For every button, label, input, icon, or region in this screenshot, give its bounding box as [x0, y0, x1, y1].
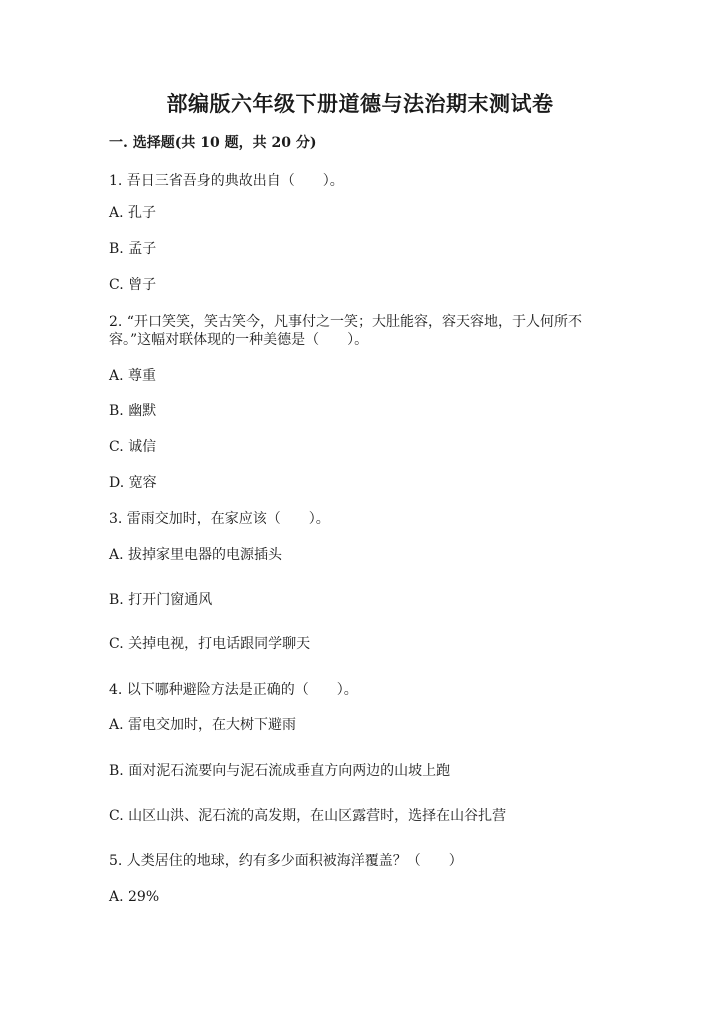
question-2-option-d: D. 宽容 — [109, 475, 157, 491]
question-2-option-a: A. 尊重 — [109, 368, 157, 384]
question-1-option-c: C. 曾子 — [109, 277, 157, 293]
question-3-option-b: B. 打开门窗通风 — [109, 592, 213, 608]
question-1-option-a: A. 孔子 — [109, 205, 157, 221]
question-2-option-c: C. 诚信 — [109, 439, 157, 455]
question-4-option-a: A. 雷电交加时，在大树下避雨 — [109, 717, 297, 733]
question-3-option-a: A. 拔掉家里电器的电源插头 — [109, 547, 283, 563]
question-3-stem: 3. 雷雨交加时，在家应该（ ）。 — [109, 511, 330, 527]
page-title: 部编版六年级下册道德与法治期末测试卷 — [166, 91, 554, 116]
question-2-stem-line2: 容。”这幅对联体现的一种美德是（ ）。 — [109, 332, 369, 348]
question-1-stem: 1. 吾日三省吾身的典故出自（ ）。 — [109, 173, 344, 189]
section-heading: 一. 选择题(共 10 题，共 20 分) — [109, 135, 317, 151]
question-4-option-c: C. 山区山洪、泥石流的高发期，在山区露营时，选择在山谷扎营 — [109, 808, 507, 824]
question-1-option-b: B. 孟子 — [109, 241, 157, 257]
question-4-stem: 4. 以下哪种避险方法是正确的（ ）。 — [109, 682, 358, 698]
question-5-stem: 5. 人类居住的地球，约有多少面积被海洋覆盖？（ ） — [109, 853, 463, 869]
question-5-option-a: A. 29% — [109, 889, 160, 905]
question-3-option-c: C. 关掉电视，打电话跟同学聊天 — [109, 636, 311, 652]
question-2-stem-line1: 2. “开口笑笑，笑古笑今，凡事付之一笑；大肚能容，容天容地，于人何所不 — [109, 314, 582, 330]
question-2-option-b: B. 幽默 — [109, 403, 157, 419]
question-4-option-b: B. 面对泥石流要向与泥石流成垂直方向两边的山坡上跑 — [109, 763, 451, 779]
